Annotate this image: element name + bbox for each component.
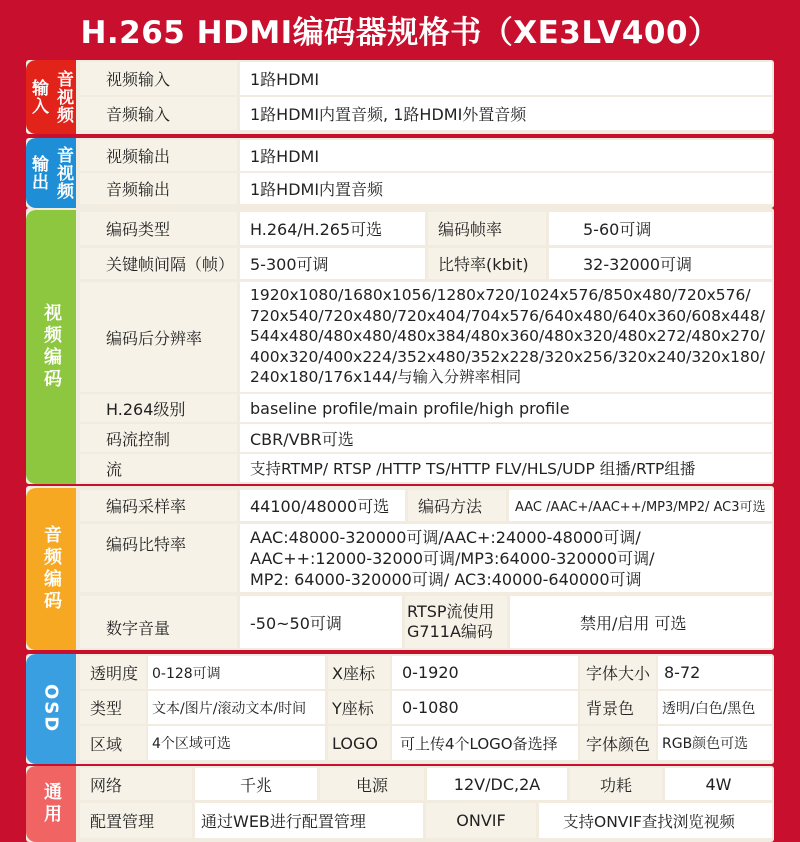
audio-bitrate-line: AAC++:12000-32000可调/MP3:64000-320000可调/: [250, 549, 655, 568]
osd-row-1-value-3: 8-72: [658, 656, 772, 689]
osd-row-1-value-2: 0-1920: [392, 656, 578, 689]
onvif-value: 支持ONVIF查找浏览视频: [539, 803, 772, 838]
encode-method-value: AAC /AAC+/AAC++/MP3/MP2/ AC3可选: [509, 490, 772, 521]
encode-method-label: 编码方法: [408, 490, 506, 521]
osd-row-3-value-3: RGB颜色可选: [658, 726, 772, 760]
gop-label: 关键帧间隔（帧）: [80, 248, 237, 279]
audio-input-label: 音频输入: [80, 97, 237, 130]
section-input-label: [26, 60, 76, 134]
audio-input-value: 1路HDMI内置音频, 1路HDMI外置音频: [240, 97, 772, 130]
osd-row-3-label-3: 字体颜色: [580, 726, 656, 760]
config-management-label: 配置管理: [80, 803, 192, 838]
section-video-text: 视频编码: [41, 303, 62, 391]
osd-row-2-label-3: 背景色: [580, 691, 656, 724]
sample-rate-value: 44100/48000可选: [240, 490, 405, 521]
resolution-value: [240, 282, 772, 392]
stream-label: 流: [80, 454, 237, 482]
power-label: 电源: [320, 768, 424, 800]
g711-label-line-1: RTSP流使用: [407, 602, 495, 621]
rate-control-value: CBR/VBR可选: [240, 424, 772, 452]
section-osd-text: OSD: [40, 684, 62, 734]
osd-row-2-value-3: 透明/白色/黑色: [658, 691, 772, 724]
osd-row-1-label-2: X座标: [328, 656, 390, 689]
g711-label: [405, 596, 507, 648]
frame-rate-label: 编码帧率: [428, 212, 546, 245]
resolution-line: 400x320/400x224/352x480/352x228/320x256/320x240/320x180/: [250, 347, 765, 366]
osd-row-3-label-2: LOGO: [328, 726, 390, 760]
resolution-line: 720x540/720x480/720x404/704x576/640x480/640x360/608x448/: [250, 306, 765, 325]
osd-row-3-label-1: 区域: [80, 726, 146, 760]
power-consumption-value: 4W: [665, 768, 772, 800]
digital-volume-value: -50~50可调: [240, 596, 402, 648]
audio-output-value: 1路HDMI内置音频: [240, 173, 772, 204]
section-output-text-b: 输出: [28, 155, 48, 191]
h264-level-label: H.264级别: [80, 394, 237, 422]
audio-bitrate-value: [240, 524, 772, 592]
section-audio-text: 音频编码: [41, 525, 62, 613]
resolution-line: 1920x1080/1680x1056/1280x720/1024x576/850x480/720x576/: [250, 286, 751, 304]
section-input-text-a: 音视频: [53, 70, 73, 124]
codec-type-label: 编码类型: [80, 212, 237, 245]
g711-label-line-2: G711A编码: [407, 622, 493, 641]
video-input-value: 1路HDMI: [240, 62, 772, 95]
audio-bitrate-line: MP2: 64000-320000可调/ AC3:40000-640000可调: [250, 570, 642, 589]
sample-rate-label: 编码采样率: [80, 490, 237, 521]
osd-row-1-label-3: 字体大小: [580, 656, 656, 689]
resolution-line: 544x480/480x480/480x384/480x360/480x320/480x272/480x270/: [250, 327, 765, 345]
resolution-label: 编码后分辨率: [80, 282, 237, 392]
audio-bitrate-line: AAC:48000-320000可调/AAC+:24000-48000可调/: [250, 528, 641, 547]
osd-row-2-label-1: 类型: [80, 691, 146, 724]
network-value: 千兆: [195, 768, 317, 800]
section-video-label: [26, 210, 76, 484]
osd-row-1-label-1: 透明度: [80, 656, 146, 689]
osd-row-2-value-1: 文本/图片/滚动文本/时间: [148, 691, 325, 724]
resolution-line: 240x180/176x144/与输入分辨率相同: [250, 368, 522, 386]
osd-row-3-value-1: 4个区域可选: [148, 726, 325, 760]
bitrate-value: 32-32000可调: [549, 248, 772, 279]
config-management-value: 通过WEB进行配置管理: [195, 803, 423, 838]
osd-row-2-value-2: 0-1080: [392, 691, 578, 724]
osd-row-1-value-1: 0-128可调: [148, 656, 325, 689]
section-output-text-a: 音视频: [53, 146, 73, 200]
digital-volume-label: 数字音量: [80, 596, 237, 648]
bitrate-label: 比特率(kbit): [428, 248, 546, 279]
video-output-label: 视频输出: [80, 140, 237, 171]
section-input-text-b: 输入: [28, 79, 48, 115]
stream-value: 支持RTMP/ RTSP /HTTP TS/HTTP FLV/HLS/UDP 组播/RTP组播: [240, 454, 772, 482]
power-value: 12V/DC,2A: [427, 768, 567, 800]
video-input-label: 视频输入: [80, 62, 237, 95]
video-output-value: 1路HDMI: [240, 140, 772, 171]
section-general-text: 通用: [41, 782, 62, 826]
rate-control-label: 码流控制: [80, 424, 237, 452]
audio-bitrate-label: [80, 524, 237, 592]
section-general-label: [26, 766, 76, 842]
osd-row-2-label-2: Y座标: [328, 691, 390, 724]
h264-level-value: baseline profile/main profile/high profile: [240, 394, 772, 422]
osd-row-3-value-2: 可上传4个LOGO备选择: [392, 726, 578, 760]
g711-value: 禁用/启用 可选: [510, 596, 772, 648]
codec-type-value: H.264/H.265可选: [240, 212, 425, 245]
section-output-label: [26, 138, 76, 208]
onvif-label: ONVIF: [426, 803, 536, 838]
section-osd-label: [26, 654, 76, 764]
audio-output-label: 音频输出: [80, 173, 237, 204]
audio-bitrate-label-text: 编码比特率: [106, 535, 187, 554]
section-audio-label: [26, 488, 76, 650]
page-title: H.265 HDMI编码器规格书（XE3LV400）: [80, 14, 720, 51]
network-label: 网络: [80, 768, 192, 800]
frame-rate-value: 5-60可调: [549, 212, 772, 245]
gop-value: 5-300可调: [240, 248, 425, 279]
power-consumption-label: 功耗: [570, 768, 662, 800]
